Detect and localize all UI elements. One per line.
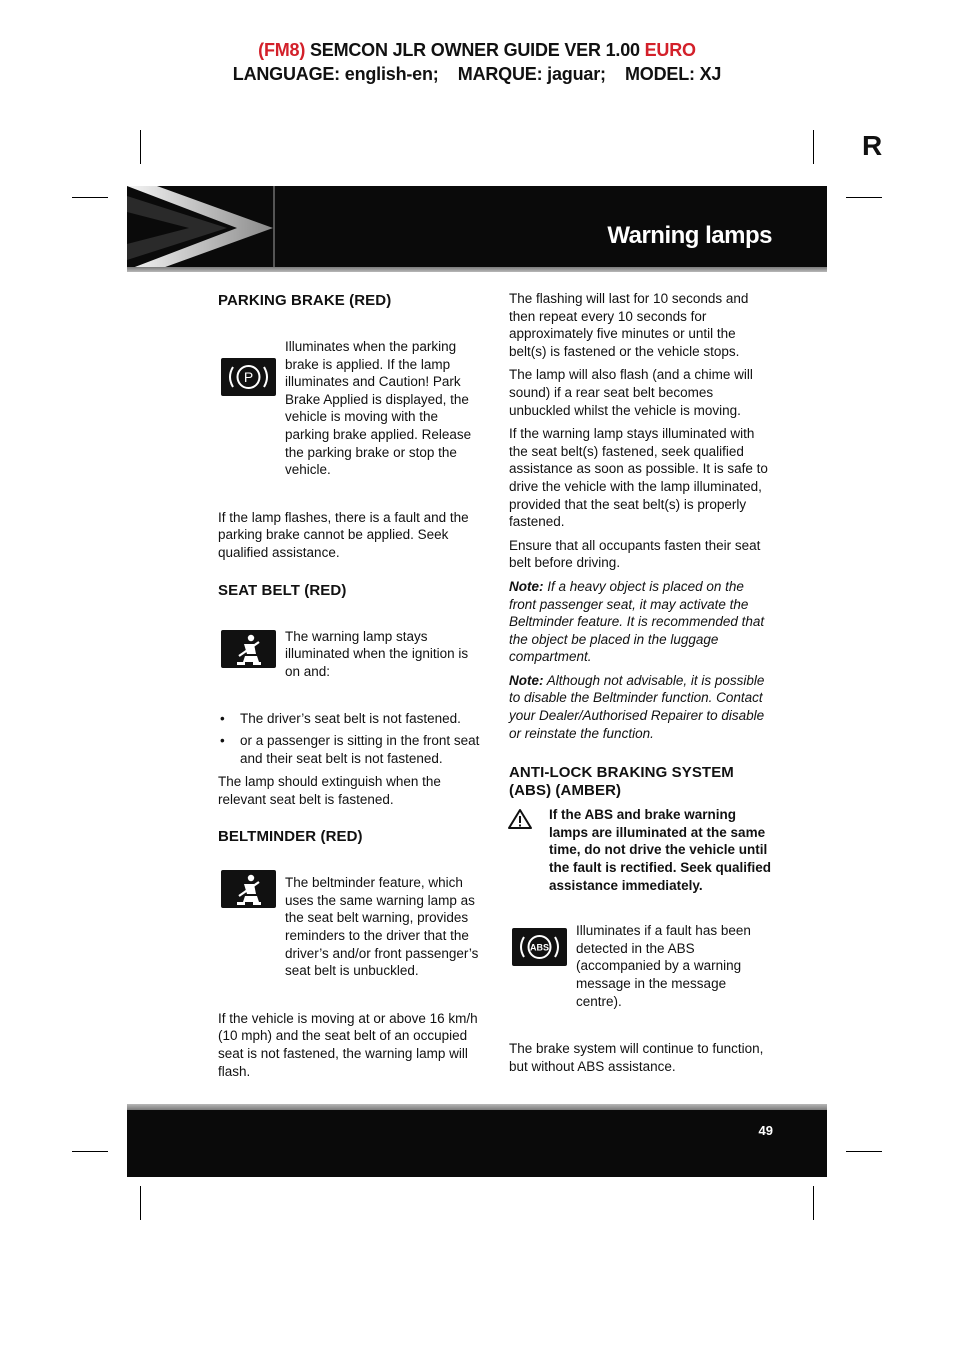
note-text: Although not advisable, it is possible to disable the Beltminder function. Contact your Dealer/Authorised Repairer to disable or reinstate the function. (509, 672, 765, 741)
left-column (218, 292, 480, 1086)
parking-brake-para: If the lamp flashes, there is a fault and the parking brake cannot be applied. Seek qualified assistance. (218, 509, 469, 560)
abs-warning-text: If the ABS and brake warning lamps are illuminated at the same time, do not drive the vehicle until the fault is rectified. Seek qualified assistance immediately. (549, 807, 772, 893)
abs-desc: Illuminates if a fault has been detected in the ABS (accompanied by a warning message in the message centre). (576, 923, 751, 1009)
doc-header-line2: LANGUAGE: english-en; MARQUE: jaguar; MODEL: XJ (232, 64, 722, 84)
warning-triangle-icon (507, 808, 533, 830)
seat-belt-lamp (218, 628, 480, 681)
heading-abs: ANTI-LOCK BRAKING SYSTEM (ABS) (AMBER) (509, 764, 734, 800)
seat-belt-icon (221, 630, 276, 668)
header-main: SEMCON JLR OWNER GUIDE VER 1.00 (305, 40, 645, 60)
crop-mark (846, 197, 882, 198)
paragraph: If the warning lamp stays illuminated with the seat belt(s) fastened, seek qualified assistance as soon as possible. It is safe to drive the vehicle with the lamp illuminated, provided that the seat belt(s) is properly fastened. (509, 426, 768, 530)
banner-shade (127, 267, 827, 272)
crop-mark (140, 1186, 141, 1220)
svg-text:ABS: ABS (529, 942, 550, 953)
crop-mark (72, 1151, 108, 1152)
note-text: If a heavy object is placed on the front passenger seat, it may activate the Beltminder feature. It is recommended that the object be placed in the luggage compartment. (509, 578, 765, 665)
seat-belt-bullets (218, 710, 480, 767)
right-column (509, 290, 773, 1081)
paragraph: Ensure that all occupants fasten their seat belt before driving. (509, 537, 761, 571)
section-banner (127, 186, 827, 272)
abs-para: The brake system will continue to function, but without ABS assistance. (509, 1041, 764, 1074)
header-prefix: (FM8) (258, 40, 306, 60)
note-label: Note: (509, 672, 544, 688)
parking-brake-lamp (218, 338, 480, 479)
seat-belt-desc: The warning lamp stays illuminated when the ignition is on and: (285, 628, 469, 679)
heading-beltminder: BELTMINDER (RED) (218, 828, 363, 846)
heading-seat-belt: SEAT BELT (RED) (218, 581, 347, 599)
seat-belt-para: The lamp should extinguish when the relevant seat belt is fastened. (218, 774, 441, 807)
crop-mark (813, 130, 814, 164)
beltminder-lamp (218, 874, 480, 980)
crop-mark (140, 130, 141, 164)
paragraph: The lamp will also flash (and a chime will sound) if a rear seat belt becomes unbuckled whilst the vehicle is moving. (509, 367, 753, 418)
svg-text:P: P (243, 369, 254, 385)
page-title: Warning lamps (607, 222, 772, 249)
heading-parking-brake: PARKING BRAKE (RED) (218, 292, 392, 309)
list-item: • The driver’s seat belt is not fastened. (218, 710, 480, 728)
abs-warning (509, 806, 773, 894)
page-number: 49 (758, 1123, 773, 1138)
list-item: • or a passenger is sitting in the front seat and their seat belt is not fastened. (218, 732, 480, 767)
note-heavy-object (509, 578, 773, 666)
parking-brake-desc: Illuminates when the parking brake is applied. If the lamp illuminates and Caution! Park Brake Applied is displayed, the vehicle is moving with the parking brake applied. Release the parking brake or stop the vehicle. (285, 339, 472, 478)
crop-mark (813, 1186, 814, 1220)
beltminder-icon (221, 870, 276, 908)
header-suffix: EURO (644, 40, 696, 60)
abs-icon (512, 928, 567, 966)
doc-header-line1 (0, 40, 954, 61)
beltminder-desc: The beltminder feature, which uses the same warning lamp as the seat belt warning, provides reminders to the driver that the driver’s and/or front passenger’s seat belt is unbuckled. (285, 875, 479, 979)
chevron-graphic (127, 186, 277, 272)
note-disable-beltminder (509, 672, 773, 742)
footer-shade (127, 1104, 827, 1110)
section-letter: R (862, 130, 883, 161)
abs-lamp (509, 922, 773, 1010)
paragraph: The flashing will last for 10 seconds and then repeat every 10 seconds for approximately five minutes or until the belt(s) is fastened or the vehicle stops. (509, 291, 749, 359)
crop-mark (846, 1151, 882, 1152)
crop-mark (72, 197, 108, 198)
parking-brake-icon (221, 358, 276, 396)
beltminder-para: If the vehicle is moving at or above 16 km/h (10 mph) and the seat belt of an occupied seat is not fastened, the warning lamp will flash. (218, 1010, 478, 1079)
note-label: Note: (509, 578, 544, 594)
page-footer (127, 1104, 827, 1177)
